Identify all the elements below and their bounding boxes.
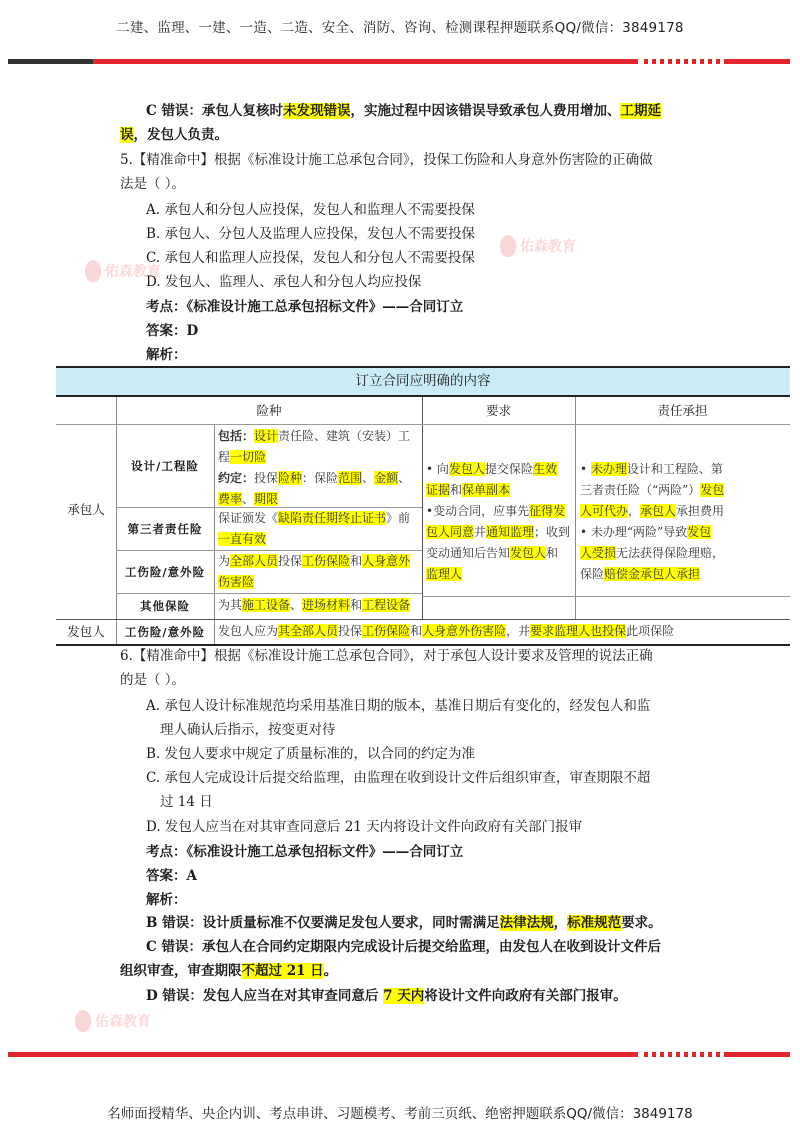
text-run: 》前	[386, 511, 411, 525]
q5-option-b: B. 承包人、分包人及监理人应投保，发包人不需要投保	[146, 226, 476, 242]
q6-analysis-c	[146, 936, 661, 958]
q6-option-a-cont: 理人确认后指示，按变更对待	[160, 722, 336, 738]
text-run: 保证颁发《	[218, 511, 279, 525]
cell-line	[218, 447, 420, 468]
q5-analysis-label: 解析：	[146, 347, 187, 363]
text-run: 三者责任险（“两险”）	[580, 483, 701, 497]
q5-option-a: A. 承包人和分包人应投保，发包人和监理人不需要投保	[146, 202, 475, 218]
highlighted-text: 期限	[254, 492, 279, 506]
text-run: 为	[218, 554, 231, 568]
text-run: 包括：	[218, 429, 255, 443]
text-run: 发包人应为	[218, 624, 279, 638]
highlighted-text: 标准规范	[567, 915, 622, 931]
highlighted-text: 发包人	[448, 462, 485, 476]
party-employer: 发包人	[67, 624, 105, 639]
highlighted-text: 发包	[687, 525, 712, 539]
cell-line	[580, 459, 788, 480]
brand-logo-icon	[500, 235, 516, 257]
highlighted-text: 金额	[374, 471, 399, 485]
text-run: 将设计文件向政府有关部门报审。	[424, 988, 627, 1004]
text-run: 。	[323, 963, 338, 979]
q6-stem: 6.【精准命中】根据《标准设计施工总承包合同》，对于承包人设计要求及管理的说法正确	[120, 648, 653, 664]
highlighted-text: 生效	[532, 462, 557, 476]
text-run: 投保	[338, 624, 363, 638]
party-contractor: 承包人	[67, 502, 105, 517]
text-run: D 错误：发包人应当在对其审查同意后	[146, 988, 384, 1004]
text-run: 、	[290, 598, 303, 612]
employer-row	[56, 619, 790, 644]
q5-topic: 考点：《标准设计施工总承包招标文件》——合同订立	[146, 299, 464, 315]
text-run: 投保	[278, 554, 303, 568]
q6-option-a: A. 承包人设计标准规范均采用基准日期的版本，基准日期后有变化的，经发包人和监	[146, 698, 651, 714]
highlighted-text: 赔偿金承包人承担	[604, 567, 701, 581]
q5-option-c: C. 承包人和监理人应投保，发包人和分包人不需要投保	[146, 250, 475, 266]
footer-divider	[8, 1052, 790, 1057]
highlighted-text: 征得发	[529, 504, 566, 518]
highlighted-text: 工伤保险	[302, 554, 351, 568]
cell-line	[218, 508, 420, 529]
text-run: •变动合同，应事先	[426, 504, 530, 518]
highlighted-text: 工伤保险	[362, 624, 411, 638]
text-run: 此项保险	[626, 624, 675, 638]
highlighted-text: 费率	[218, 492, 243, 506]
text-run: 无法获得保险理赔，	[616, 546, 725, 560]
q6-analysis-label: 解析：	[146, 892, 187, 908]
highlighted-text: 未办理	[590, 462, 627, 476]
text-run: 投保	[254, 471, 279, 485]
q6-option-c-cont: 过 14 日	[160, 794, 213, 810]
q5-stem: 5.【精准命中】根据《标准设计施工总承包合同》，投保工伤险和人身意外伤害险的正确做	[120, 152, 653, 168]
text-run: ，	[628, 504, 641, 518]
cell-line	[218, 468, 420, 489]
insurance-table	[56, 366, 790, 646]
header-insurance-type: 险种	[256, 403, 282, 418]
highlighted-text: 险种	[278, 471, 303, 485]
highlighted-text: 一切险	[230, 450, 267, 464]
highlighted-text: 人身意外	[362, 554, 411, 568]
text-run: ：保险	[302, 471, 339, 485]
text-run: 要求。	[621, 915, 662, 931]
text-run: ，并	[506, 624, 531, 638]
cell-line	[218, 529, 420, 550]
text-run: 为其	[218, 598, 243, 612]
text-run: 变动通知后告知	[426, 546, 511, 560]
q6-stem: 的是（ ）。	[120, 672, 186, 688]
highlighted-text: 范围	[338, 471, 363, 485]
text-run: ，	[553, 915, 568, 931]
highlighted-text: 不超过 21 日	[241, 963, 324, 979]
row-label-third-party: 第三者责任险	[127, 522, 203, 536]
text-run: B 错误：设计质量标准不仅要满足发包人要求，同时需满足	[146, 915, 500, 931]
brand-logo-icon	[75, 1010, 91, 1032]
highlighted-text: 通知监理	[486, 525, 535, 539]
q6-analysis-c-cont	[120, 960, 337, 982]
cell-line	[218, 426, 420, 447]
text-run: 和	[450, 483, 463, 497]
highlighted-text: 缺陷责任期终止证书	[278, 511, 387, 525]
text-run: 并	[474, 525, 487, 539]
cell-line	[580, 480, 788, 501]
highlighted-text: 施工设备	[242, 598, 291, 612]
highlighted-text: 证据	[426, 483, 451, 497]
highlighted-text: 人受损	[580, 546, 617, 560]
text-run: 保险	[580, 567, 605, 581]
highlighted-text: 工程设备	[362, 598, 411, 612]
cell-line	[580, 522, 788, 543]
highlighted-text: 全部人员	[230, 554, 279, 568]
cell-line	[426, 543, 574, 564]
cell-line	[218, 489, 420, 510]
requirement-cell	[426, 459, 574, 585]
highlighted-text: 进场材料	[302, 598, 351, 612]
highlighted-text: 法律法规	[499, 915, 554, 931]
highlighted-text: 监理人	[426, 567, 463, 581]
text-run: 程	[218, 450, 231, 464]
text-run: 设计和工程险、第	[626, 462, 723, 476]
q5-option-d: D. 发包人、监理人、承包人和分包人均应投保	[146, 274, 422, 290]
row-label-other: 其他保险	[140, 599, 190, 613]
text-run: 承担费用	[676, 504, 725, 518]
q6-option-d: D. 发包人应当在对其审查同意后 21 天内将设计文件向政府有关部门报审	[146, 819, 583, 835]
row-label-design-engineering: 设计/工程险	[131, 459, 199, 473]
highlighted-text: 保单副本	[462, 483, 511, 497]
cell-line	[426, 564, 574, 585]
q5-stem: 法是（ ）。	[120, 176, 186, 192]
brand-logo-icon	[85, 260, 101, 282]
watermark-logo: 佑森教育	[75, 1010, 151, 1032]
table-grid	[56, 397, 790, 619]
header-requirement: 要求	[485, 403, 511, 418]
highlighted-text: 发包	[700, 483, 725, 497]
text-run: 和	[410, 624, 423, 638]
row-content-third-party	[218, 508, 420, 550]
cell-line	[218, 595, 420, 616]
header-banner: 二建、监理、一建、一造、二造、安全、消防、咨询、检测课程押题联系QQ/微信：3849178	[116, 20, 684, 36]
prev-explanation-line2: 误，发包人负责。	[120, 127, 228, 143]
highlighted-text: 人可代办	[580, 504, 629, 518]
text-run: ；收到	[534, 525, 571, 539]
q6-option-c: C. 承包人完成设计后提交给监理，由监理在收到设计文件后组织审查，审查期限不超	[146, 770, 651, 786]
text-run: 组织审查，审查期限	[120, 963, 242, 979]
q6-option-b: B. 发包人要求中规定了质量标准的，以合同的约定为准	[146, 746, 476, 762]
q6-analysis-b	[146, 912, 662, 934]
cell-line	[218, 572, 420, 593]
text-run: 提交保险	[484, 462, 533, 476]
header-divider	[8, 59, 790, 64]
cell-line	[426, 501, 574, 522]
text-run: • 未办理“两险”导致	[580, 525, 688, 539]
cell-line	[426, 459, 574, 480]
cell-line	[580, 501, 788, 522]
cell-line	[218, 551, 420, 572]
row-content-other	[218, 595, 420, 616]
cell-line	[580, 543, 788, 564]
highlighted-text: 要求监理人也投保	[530, 624, 627, 638]
header-responsibility: 责任承担	[657, 403, 708, 418]
text-run: 和	[350, 598, 363, 612]
text-run: 和	[546, 546, 559, 560]
highlighted-text: 伤害险	[218, 575, 255, 589]
highlighted-text: 设计	[254, 429, 279, 443]
text-run: 、	[242, 492, 255, 506]
text-run: • 向	[426, 462, 449, 476]
row-label-work-injury: 工伤险/意外险	[124, 565, 206, 579]
row-content-design-engineering	[218, 426, 420, 510]
text-run: 约定：	[218, 471, 255, 485]
text-run: 责任险、建筑（安装）工	[278, 429, 411, 443]
table-title: 订立合同应明确的内容	[56, 368, 790, 397]
row-label-employer-injury: 工伤险/意外险	[124, 625, 206, 639]
watermark-logo: 佑森教育	[500, 235, 576, 257]
highlighted-text: 包人同意	[426, 525, 475, 539]
text-run: C 错误：承包人在合同约定期限内完成设计后提交给监理，由发包人在收到设计文件后	[146, 939, 661, 955]
highlighted-text: 一直有效	[218, 532, 267, 546]
text-run: 和	[350, 554, 363, 568]
text-run: 、	[362, 471, 375, 485]
responsibility-cell	[580, 459, 788, 585]
q6-answer: 答案：A	[146, 868, 197, 884]
highlighted-text: 承包人	[640, 504, 677, 518]
highlighted-text: 人身意外伤害险	[422, 624, 507, 638]
cell-line	[580, 564, 788, 585]
highlighted-text: 7 天内	[383, 988, 425, 1004]
q6-topic: 考点：《标准设计施工总承包招标文件》——合同订立	[146, 844, 464, 860]
footer-banner: 名师面授精华、央企内训、考点串讲、习题模考、考前三页纸、绝密押题联系QQ/微信：3849178	[107, 1106, 693, 1122]
cell-line	[426, 522, 574, 543]
row-content-work-injury	[218, 551, 420, 593]
highlighted-text: 发包人	[510, 546, 547, 560]
watermark-logo: 佑森教育	[85, 260, 161, 282]
highlighted-text: 其全部人员	[278, 624, 339, 638]
text-run: •	[580, 462, 591, 476]
prev-explanation-line1: C 错误：承包人复核时未发现错误，实施过程中因该错误导致承包人费用增加、工期延	[146, 103, 661, 119]
employer-row-content	[218, 621, 788, 642]
q6-analysis-d	[146, 985, 627, 1007]
q5-answer: 答案：D	[146, 323, 199, 339]
cell-line	[426, 480, 574, 501]
text-run: 、	[398, 471, 411, 485]
